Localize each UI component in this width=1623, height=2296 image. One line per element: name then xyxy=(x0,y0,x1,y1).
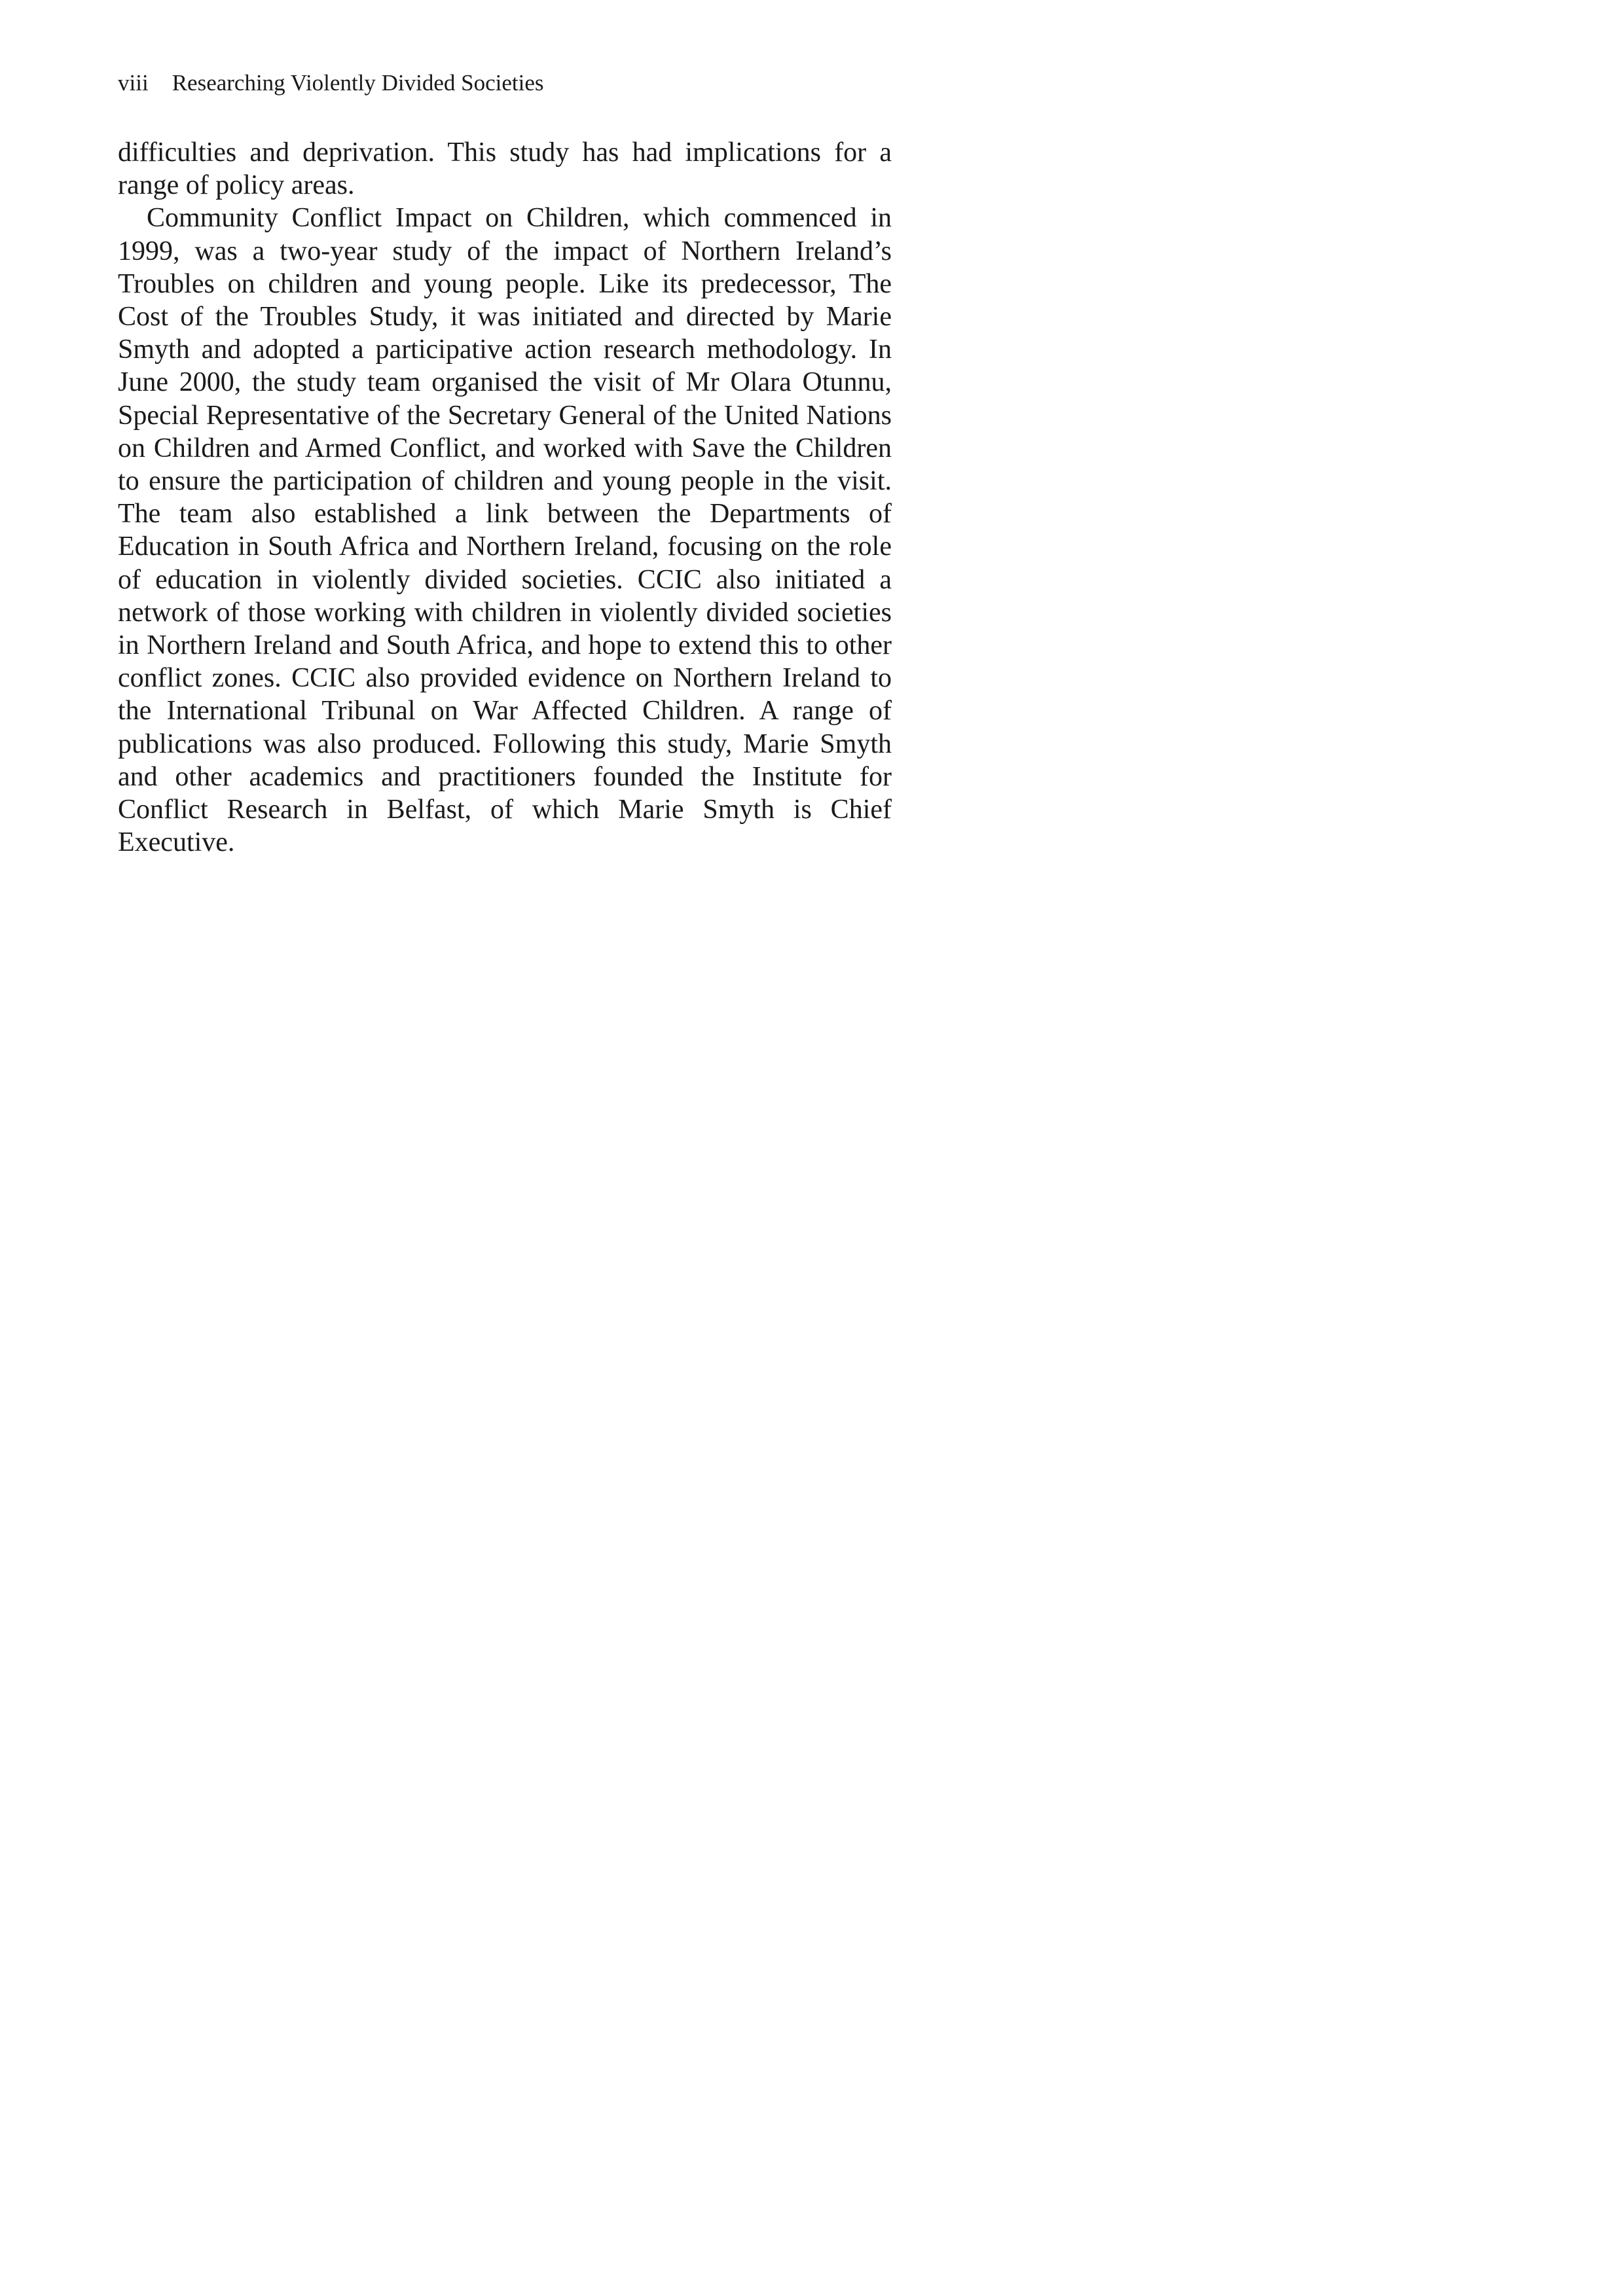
page-number: viii xyxy=(118,70,149,96)
paragraph-ccic: Community Conflict Impact on Children, which commenced in 1999, was a two-year study of the impact of Northern Ireland’s Troubles on children and young people. Like its predecessor, The Cost of the Troubles Study, it was initiated and directed by Marie Smyth and adopted a participative action research methodology. In June 2000, the study team organised the visit of Mr Olara Otunnu, Special Representative of the Secretary General of the United Nations on Children and Armed Conflict, and worked with Save the Children to ensure the participation of children and young people in the visit. The team also established a link between the Departments of Education in South Africa and Northern Ireland, focusing on the role of education in violently divided societies. CCIC also initiated a network of those working with children in violently divided societies in Northern Ireland and South Africa, and hope to extend this to other conflict zones. CCIC also provided evidence on Northern Ireland to the International Tribunal on War Affected Children. A range of publications was also produced. Following this study, Marie Smyth and other academics and practitioners founded the Institute for Conflict Research in Belfast, of which Marie Smyth is Chief Executive. xyxy=(118,203,892,858)
body-text xyxy=(118,136,892,859)
paragraph-continued: difficulties and deprivation. This study has had implications for a range of policy areas. xyxy=(118,137,892,201)
running-head-title: Researching Violently Divided Societies xyxy=(172,70,544,96)
running-head xyxy=(118,67,544,99)
